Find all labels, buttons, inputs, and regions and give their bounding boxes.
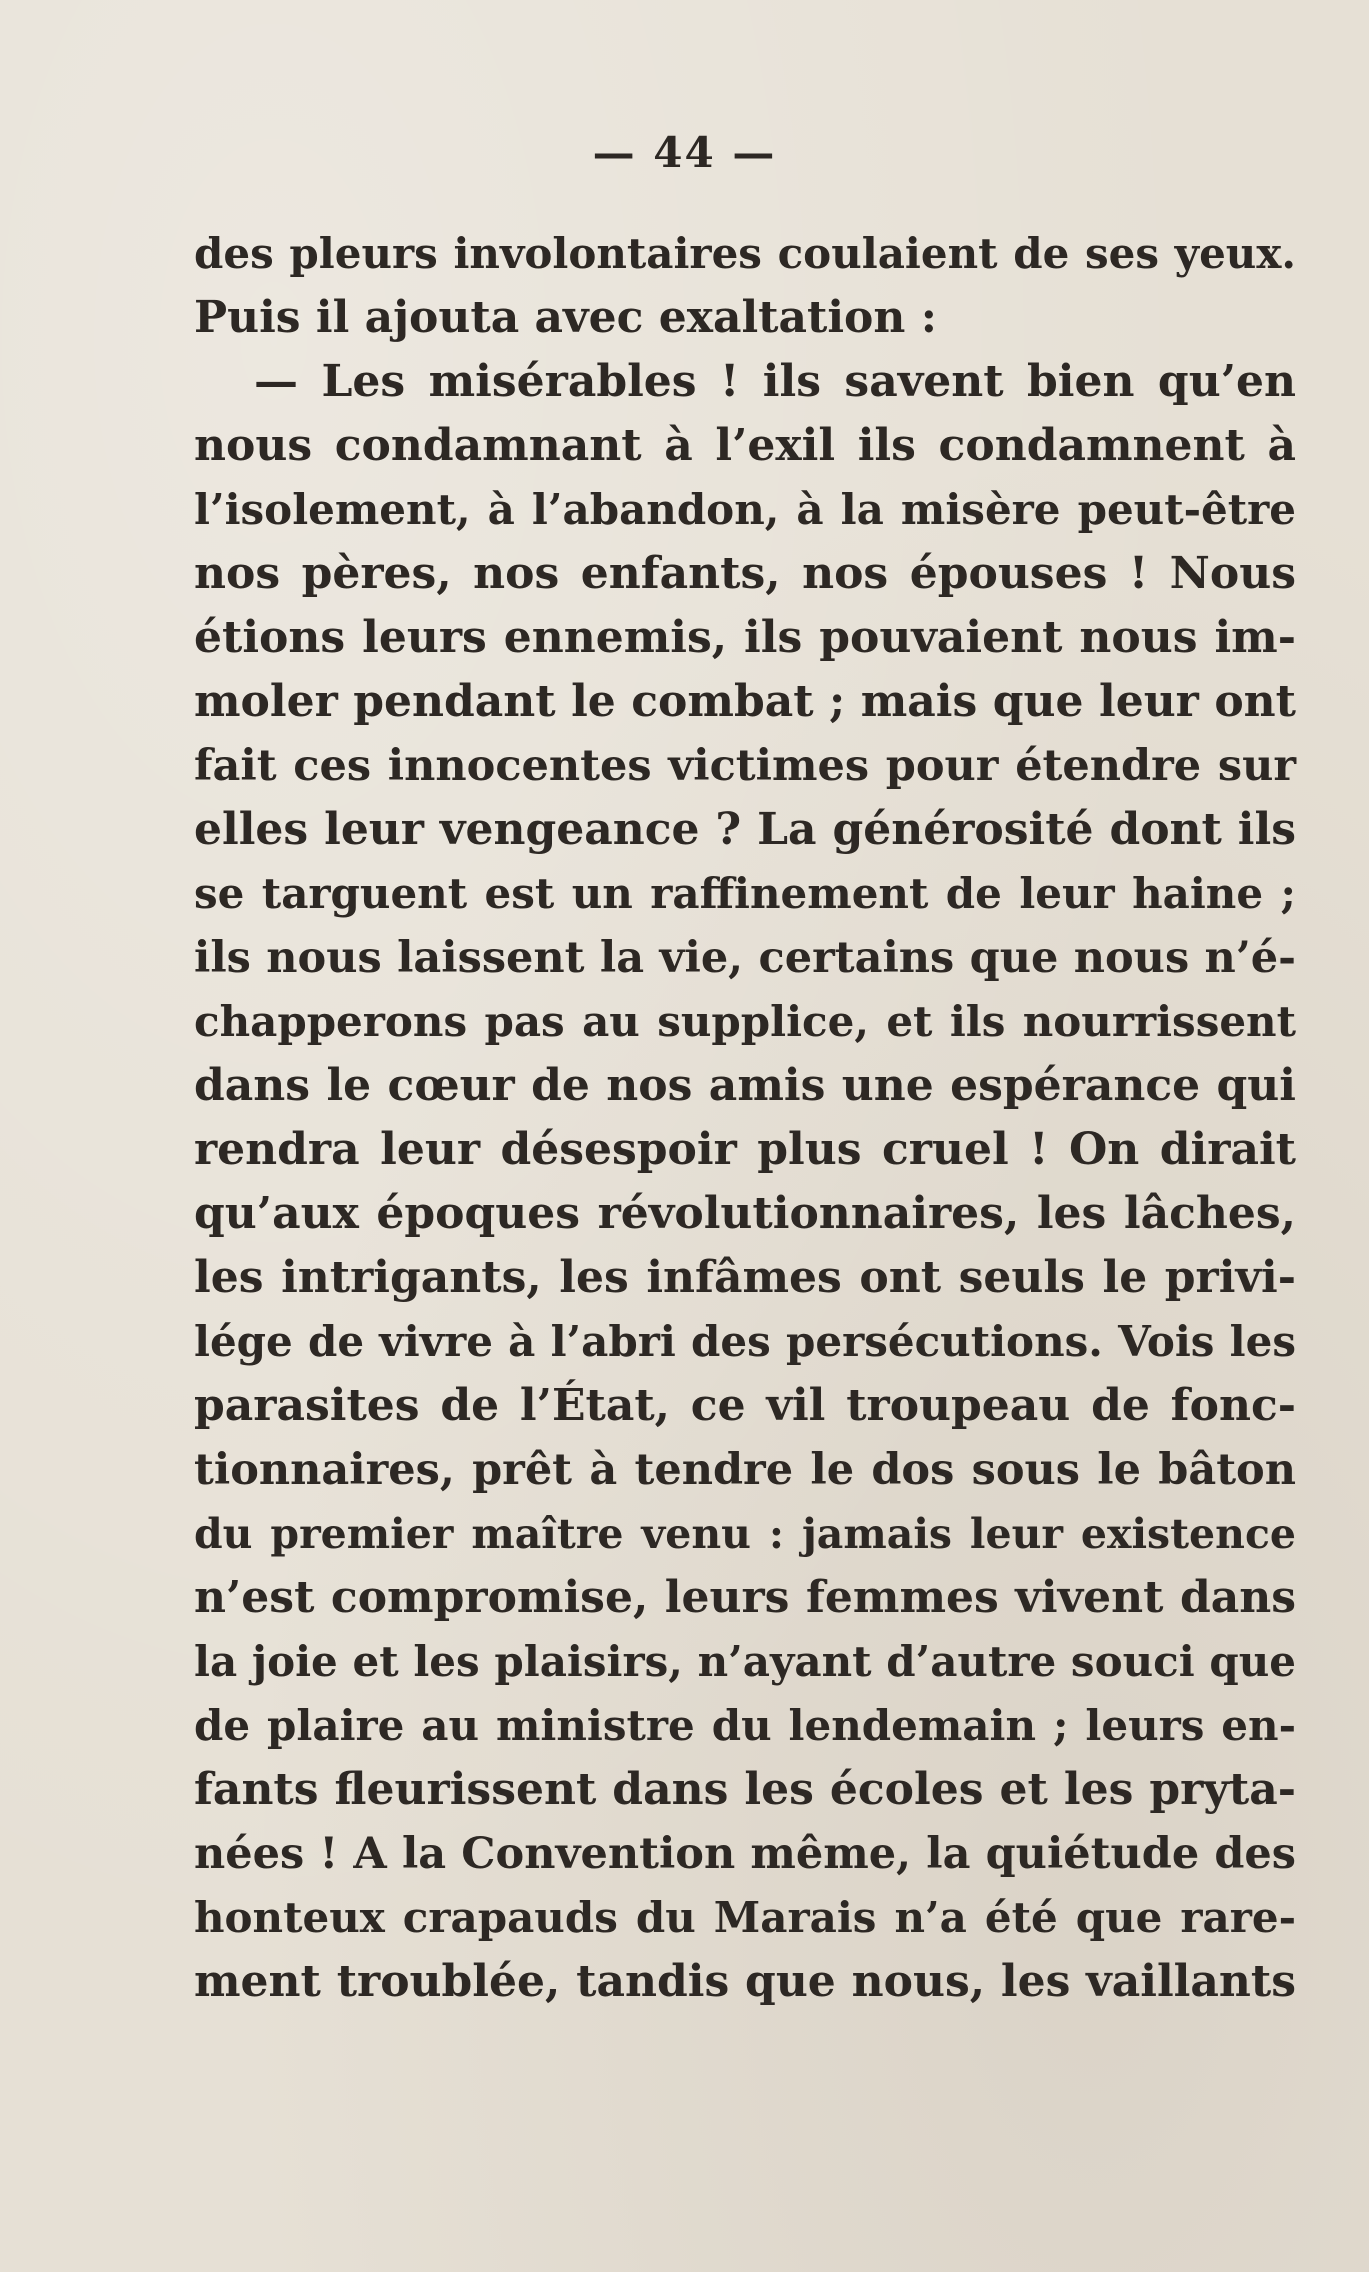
text-line: étions leurs ennemis, ils pouvaient nous im- (194, 612, 1296, 663)
text-lines (194, 222, 1296, 2014)
text-line: — Les misérables ! ils savent bien qu’en (254, 356, 1296, 407)
text-line: rendra leur désespoir plus cruel ! On dirait (194, 1124, 1296, 1175)
text-line: parasites de l’État, ce vil troupeau de fonc- (194, 1380, 1296, 1431)
text-line: fait ces innocentes victimes pour étendre sur (194, 741, 1296, 791)
body-text (194, 222, 1296, 2014)
text-line: chapperons pas au supplice, et ils nourrissent (194, 997, 1296, 1046)
page-number: — 44 — (592, 128, 777, 177)
text-line: tionnaires, prêt à tendre le dos sous le bâton (194, 1445, 1296, 1495)
text-line: lége de vivre à l’abri des persécutions. Vois les (194, 1317, 1296, 1366)
text-line: ment troublée, tandis que nous, les vaillants (194, 1956, 1296, 2007)
text-line: se targuent est un raffinement de leur haine ; (194, 869, 1296, 918)
text-line: Puis il ajouta avec exaltation : (194, 292, 937, 343)
text-line: nées ! A la Convention même, la quiétude des (194, 1829, 1296, 1879)
text-line: les intrigants, les infâmes ont seuls le privi- (194, 1252, 1296, 1303)
text-line: elles leur vengeance ? La générosité dont ils (194, 804, 1296, 855)
text-line: l’isolement, à l’abandon, à la misère peut-être (194, 485, 1296, 534)
text-line: dans le cœur de nos amis une espérance qui (194, 1060, 1296, 1111)
text-line: fants fleurissent dans les écoles et les pryta- (194, 1764, 1296, 1815)
text-line: n’est compromise, leurs femmes vivent dans (194, 1572, 1296, 1623)
text-line: de plaire au ministre du lendemain ; leurs en- (194, 1701, 1296, 1750)
text-line: moler pendant le combat ; mais que leur ont (194, 676, 1296, 727)
text-line: qu’aux époques révolutionnaires, les lâches, (194, 1188, 1296, 1239)
text-line: des pleurs involontaires coulaient de ses yeux. (194, 229, 1296, 278)
text-line: la joie et les plaisirs, n’ayant d’autre souci que (194, 1637, 1296, 1686)
text-line: nous condamnant à l’exil ils condamnent à (194, 420, 1296, 471)
text-line: ils nous laissent la vie, certains que nous n’é- (194, 933, 1296, 983)
text-line: du premier maître venu : jamais leur existence (194, 1510, 1296, 1558)
text-line: honteux crapauds du Marais n’a été que rare- (194, 1893, 1296, 1942)
text-line: nos pères, nos enfants, nos épouses ! Nous (194, 548, 1296, 599)
